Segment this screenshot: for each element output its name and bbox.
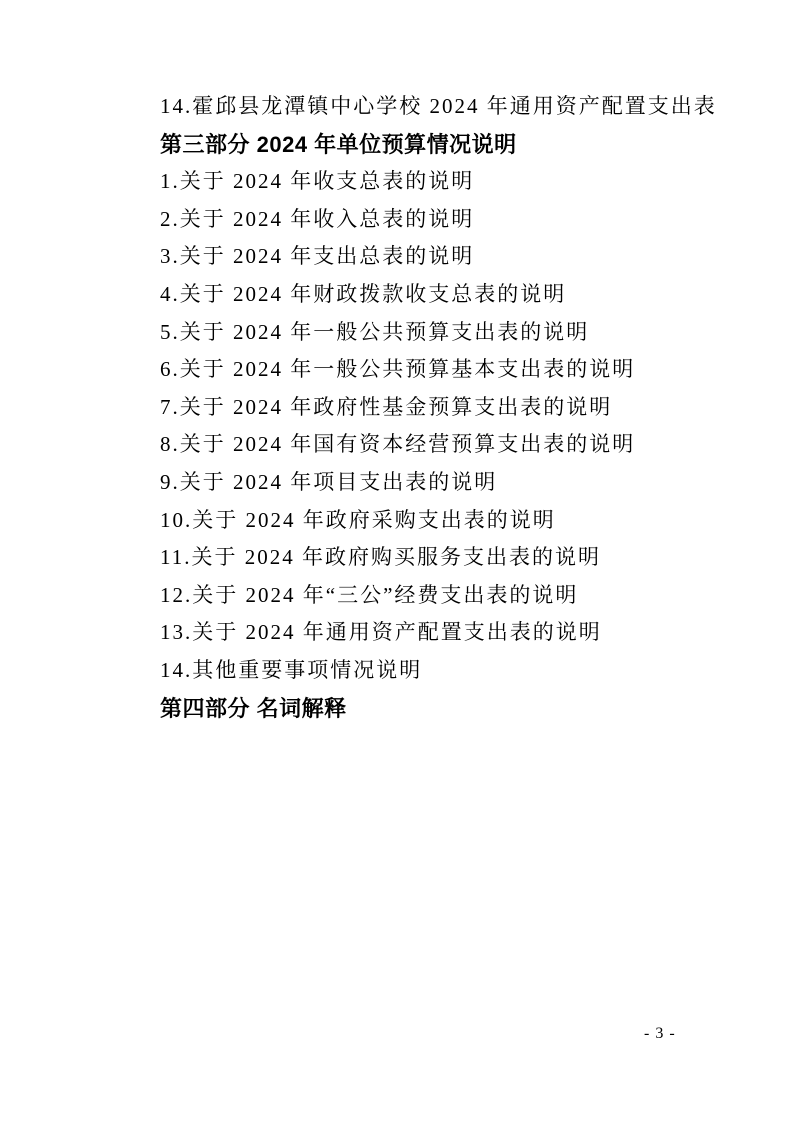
page-number: - 3 -	[644, 1025, 676, 1042]
toc-line: 2.关于 2024 年收入总表的说明	[160, 206, 475, 231]
toc-line: 7.关于 2024 年政府性基金预算支出表的说明	[160, 394, 613, 419]
toc-line: 10.关于 2024 年政府采购支出表的说明	[160, 507, 556, 532]
toc-line: 6.关于 2024 年一般公共预算基本支出表的说明	[160, 357, 636, 382]
section-heading: 第四部分 名词解释	[160, 695, 347, 721]
toc-line: 8.关于 2024 年国有资本经营预算支出表的说明	[160, 432, 636, 457]
section-heading: 第三部分 2024 年单位预算情况说明	[160, 131, 517, 157]
toc-line: 11.关于 2024 年政府购买服务支出表的说明	[160, 545, 601, 570]
toc-line: 4.关于 2024 年财政拨款收支总表的说明	[160, 281, 567, 306]
toc-line: 14.其他重要事项情况说明	[160, 657, 423, 682]
toc-line: 3.关于 2024 年支出总表的说明	[160, 244, 475, 269]
toc-line: 12.关于 2024 年“三公”经费支出表的说明	[160, 582, 579, 607]
toc-line: 14.霍邱县龙潭镇中心学校 2024 年通用资产配置支出表	[160, 94, 717, 118]
toc-line: 13.关于 2024 年通用资产配置支出表的说明	[160, 620, 602, 645]
toc-line: 9.关于 2024 年项目支出表的说明	[160, 469, 498, 494]
toc-line: 5.关于 2024 年一般公共预算支出表的说明	[160, 319, 590, 344]
toc-list	[160, 88, 720, 727]
toc-line: 1.关于 2024 年收支总表的说明	[160, 169, 475, 194]
